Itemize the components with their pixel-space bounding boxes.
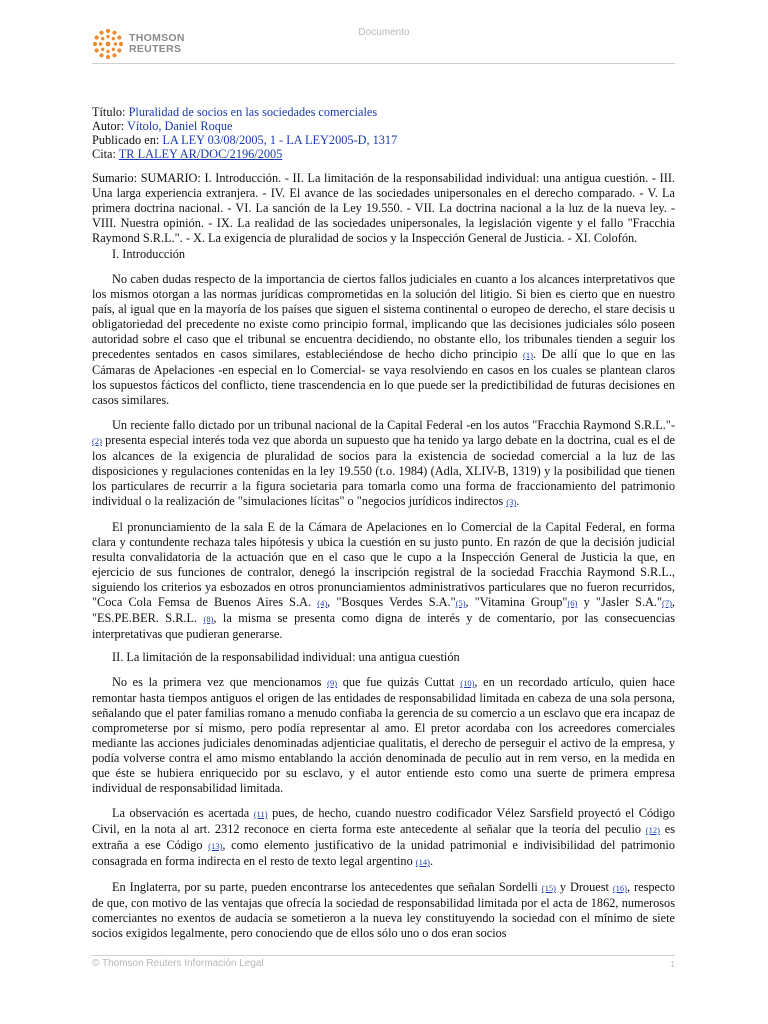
document-metadata (92, 105, 675, 161)
paragraph-text: y Drouest (555, 880, 613, 894)
paragraph-text: , "Vitamina Group" (465, 595, 568, 609)
paragraph-1 (92, 272, 675, 408)
footnote-link-12[interactable]: (12) (645, 825, 660, 835)
paragraph-text: , respecto de que, con motivo de las ventajas que ofrecía la sociedad de responsabilidad limitada por el acta de 1862, numerosos comerciantes no exentos de audacia se sometieron a la nueva ley constituyendo la sociedad con el mínimo de siete socios exigidos legalmente, pero conociendo que de ellos sólo uno o dos eran socios (92, 880, 676, 940)
title-row (92, 105, 675, 119)
cita-row (92, 147, 675, 161)
section-heading-1: I. Introducción (112, 247, 186, 261)
footnote-link-3[interactable]: (3) (506, 497, 517, 507)
thomson-reuters-logo (92, 28, 185, 60)
document-content (92, 105, 675, 941)
cita-label: Cita: (92, 147, 116, 161)
footnote-link-13[interactable]: (13) (208, 841, 223, 851)
paragraph-text: , "Bosques Verdes S.A." (327, 595, 456, 609)
paragraph-text: , la misma se presenta como digna de interés y de comentario, por las consecuencias interpretativas que pudieran generarse. (92, 611, 675, 641)
footer-divider (92, 955, 675, 956)
paragraph-4 (92, 675, 675, 796)
cita-link[interactable]: TR LALEY AR/DOC/2196/2005 (118, 147, 283, 161)
published-label: Publicado en: (92, 133, 160, 147)
thomson-reuters-logo-icon (92, 28, 124, 60)
paragraph-text: Un reciente fallo dictado por un tribunal nacional de la Capital Federal -en los autos "Fracchia Raymond S.R.L."- (112, 418, 675, 432)
page-number: 1 (670, 960, 675, 969)
paragraph-text: pues, de hecho, cuando nuestro codificador Vélez Sarsfield proyectó el Código Civil, en la nota al art. 2312 reconoce en cierta forma este antecedente al señalar que la teoría del peculio (92, 806, 675, 836)
paragraph-text: No caben dudas respecto de la importancia de ciertos fallos judiciales en cuanto a los alcances interpretativos que los mismos otorgan a las normas jurídicas comprometidas en la solución del litigio. Si bien es cierto que en nuestro país, al igual que en la mayoría de los países que siguen el sistema continental o europeo de derecho, el stare decisis u obligatoriedad del precedente no existe como principio formal, implicando que las decisiones judiciales sólo poseen autoridad sobre el caso que el tribunal se encuentra decidiendo, no obstante ello, los tribunales tienden a seguir los precedentes sentados en casos similares, estableciéndose de hecho dicho principio (92, 272, 675, 361)
footnote-link-16[interactable]: (16) (612, 883, 628, 893)
logo-wordmark (129, 33, 185, 55)
document-header-label: Documento (358, 27, 410, 38)
paragraph-2 (92, 418, 675, 510)
paragraph-text: presenta especial interés toda vez que aborda un supuesto que ha tenido ya largo debate en la doctrina, cual es el de los alcances de la exigencia de pluralidad de socios para la existencia de sociedad comercial a la luz de las disposiciones y regulaciones contenidas en la ley 19.550 (t.o. 1984) (Adla, XLIV-B, 1319) y la posibilidad que tienen los particulares de recurrir a la figura societaria para tomarla como una forma de fraccionamiento del patrimonio individual o la realización de "simulaciones lícitas" o "negocios jurídicos indirectos (92, 433, 675, 508)
paragraph-6 (92, 880, 675, 941)
published-in-link[interactable]: LA LEY 03/08/2005, 1 - LA LEY2005-D, 1317 (162, 133, 398, 147)
paragraph-3 (92, 520, 675, 642)
paragraph-text: , "ES.PE.BER. S.R.L. (92, 595, 675, 625)
footnote-link-10[interactable]: (10) (460, 678, 475, 688)
logo-line-reuters: REUTERS (129, 43, 182, 55)
footer-copyright: © Thomson Reuters Información Legal (92, 958, 264, 969)
paragraph-text: En Inglaterra, por su parte, pueden encontrarse los antecedentes que señalan Sordelli (112, 880, 542, 894)
footnote-link-15[interactable]: (15) (541, 883, 556, 893)
paragraph-text: , como elemento justificativo de la unidad patrimonial e indivisibilidad del patrimonio consagrada en forma indirecta en el resto de texto legal argentino (92, 838, 675, 868)
paragraph-text: El pronunciamiento de la sala E de la Cámara de Apelaciones en lo Comercial de la Capital Federal, en forma clara y contundente rechaza tales hipótesis y ubica la cuestión en su justo punto. En razón de que la decisión judicial resulta convalidatoria de la actuación que en el caso que le cupo a la Inspección General de Justicia la que, en ejercicio de sus funciones de contralor, denegó la inscripción registral de la sociedad Fracchia Raymond S.R.L., siguiendo los criterios ya esbozados en otros pronunciamientos administrativos particulares que no fueron recurridos, "Coca Cola Femsa de Buenos Aires S.A. (92, 520, 675, 609)
logo-line-thomson: THOMSON (129, 32, 185, 44)
section-heading-2: II. La limitación de la responsabilidad individual: una antigua cuestión (112, 650, 460, 664)
footnote-link-14[interactable]: (14) (415, 857, 430, 867)
paragraph-text: que fue quizás Cuttat (337, 675, 461, 689)
paragraph-text: , en un recordado artículo, quien hace remontar hasta tiempos antiguos el origen de las entidades de responsabilidad limitada en cabeza de una sola persona, señalando que el pater familias romano a menudo confiaba la gerencia de su comercio a un esclavo que era incapaz de comprometerse por sí mismo, pero podía representar al amo. El pretor acordaba con los acreedores comerciales mediante las acciones judiciales denominadas adjenticiae qualitatis, el derecho de perseguir el activo de la empresa, y podía volverse contra el amo mismo entablando la acción denominada de peculio aut in rem verso, en la medida en que éste se hubiera enriquecido por su esclavo, y el autor entiende esto como una suerte de primera empresa individual de responsabilidad limitada. (92, 675, 675, 795)
title-label: Título: (92, 105, 126, 119)
paragraph-text: No es la primera vez que mencionamos (112, 675, 328, 689)
footnote-link-8[interactable]: (8) (203, 614, 214, 624)
paragraph-5 (92, 806, 675, 870)
paragraph-text: . (516, 494, 520, 508)
author-row (92, 119, 675, 133)
footnote-link-2[interactable]: (2) (92, 436, 102, 446)
published-row (92, 133, 675, 147)
footnote-link-1[interactable]: (1) (523, 350, 533, 360)
paragraph-text: y "Jasler S.A." (577, 595, 662, 609)
footnote-link-5[interactable]: (5) (455, 598, 466, 608)
author-name: Vítolo, Daniel Roque (126, 119, 233, 133)
header-divider (92, 63, 675, 64)
footnote-link-6[interactable]: (6) (567, 598, 578, 608)
footnote-link-9[interactable]: (9) (327, 678, 338, 688)
footnote-link-4[interactable]: (4) (317, 598, 328, 608)
paragraph-text: La observación es acertada (112, 806, 254, 820)
footnote-link-11[interactable]: (11) (253, 809, 268, 819)
paragraph-text: . (429, 854, 434, 868)
author-label: Autor: (92, 119, 125, 133)
summary-paragraph: Sumario: SUMARIO: I. Introducción. - II. La limitación de la responsabilidad individual: una antigua cuestión. - III. Una larga experiencia extranjera. - IV. El avance de las sociedades unipersonales en el derecho comparado. - V. La primera doctrina nacional. - VI. La sanción de la Ley 19.550. - VII. La doctrina nacional a la luz de la nueva ley. - VIII. Nuestra opinión. - IX. La realidad de las sociedades unipersonales, la legislación vigente y el fallo "Fracchia Raymond S.R.L.". - X. La exigencia de pluralidad de socios y la Inspección General de Justicia. - XI. Colofón. (92, 171, 675, 245)
document-title: Pluralidad de socios en las sociedades comerciales (128, 105, 378, 119)
paragraph-text: es extraña a ese Código (92, 822, 675, 852)
paragraph-text: . De allí que lo que en las Cámaras de Apelaciones -en especial en lo Comercial- se vaya resolviendo en casos en los cuales se plantean claros los supuestos fácticos del conflicto, tiene trascendencia en lo que puede ser la predictibilidad de futuras decisiones en casos similares. (92, 347, 675, 407)
footnote-link-7[interactable]: (7) (662, 598, 672, 608)
